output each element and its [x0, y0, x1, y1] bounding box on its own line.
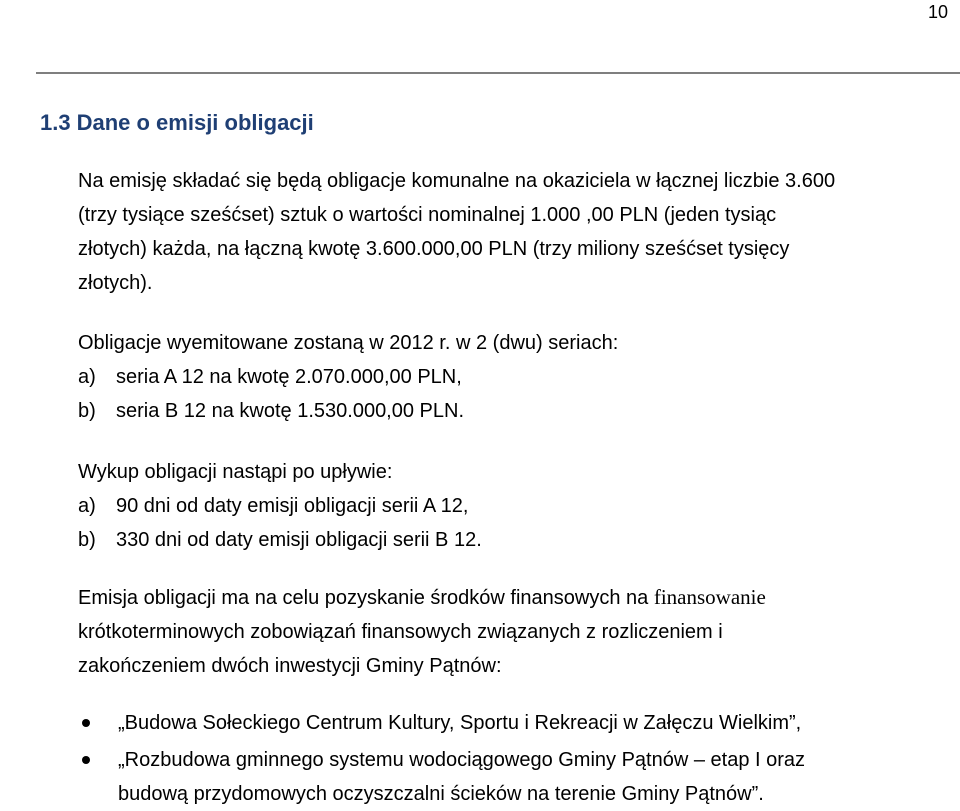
list-item-text: 330 dni od daty emisji obligacji serii B 12. — [116, 529, 482, 551]
paragraph-emission-details — [78, 164, 948, 300]
list-item-series-b — [78, 394, 464, 428]
paragraph-line: krótkoterminowych zobowiązań finansowych związanych z rozliczeniem i — [78, 621, 723, 643]
paragraph-line — [78, 580, 948, 615]
bullet-text: „Rozbudowa gminnego systemu wodociągowego Gminy Pątnów – etap I oraz — [118, 749, 806, 771]
bullet-item-culture-centre — [78, 706, 801, 740]
paragraph-line: zakończeniem dwóch inwestycji Gminy Pątnów: — [78, 655, 502, 677]
section-title: Dane o emisji obligacji — [76, 110, 314, 135]
section-heading — [40, 110, 314, 136]
header-rule — [36, 72, 960, 74]
paragraph-text: Emisja obligacji ma na celu pozyskanie środków finansowych na — [78, 587, 654, 609]
list-marker: a) — [78, 366, 96, 388]
list-item-redemption-b — [78, 523, 482, 557]
paragraph-line: Na emisję składać się będą obligacje komunalne na okaziciela w łącznej liczbie 3.600 — [78, 170, 836, 192]
bullet-icon — [82, 719, 90, 727]
list-item-redemption-a — [78, 489, 468, 523]
bullet-text: „Budowa Sołeckiego Centrum Kultury, Sportu i Rekreacji w Załęczu Wielkim”, — [118, 712, 802, 734]
bullet-text: budową przydomowych oczyszczalni ścieków na terenie Gminy Pątnów”. — [118, 783, 764, 805]
bullet-item-water-system — [78, 743, 805, 811]
paragraph-purpose — [78, 580, 948, 683]
list-marker: a) — [78, 495, 96, 517]
bullet-icon — [82, 756, 90, 764]
list-item-text: seria A 12 na kwotę 2.070.000,00 PLN, — [116, 366, 462, 388]
paragraph-line: złotych). — [78, 272, 153, 294]
paragraph-series-intro: Obligacje wyemitowane zostaną w 2012 r. w 2 (dwu) seriach: — [78, 332, 619, 354]
list-item-series-a — [78, 360, 462, 394]
list-item-text: 90 dni od daty emisji obligacji serii A 12, — [116, 495, 469, 517]
paragraph-text-serif: finansowanie — [653, 585, 766, 609]
section-number: 1.3 — [40, 110, 71, 135]
paragraph-line: złotych) każda, na łączną kwotę 3.600.000,00 PLN (trzy miliony sześćset tysięcy — [78, 238, 790, 260]
list-item-text: seria B 12 na kwotę 1.530.000,00 PLN. — [116, 400, 465, 422]
list-marker: b) — [78, 529, 96, 551]
page-number: 10 — [927, 2, 948, 22]
paragraph-line: (trzy tysiące sześćset) sztuk o wartości nominalnej 1.000 ,00 PLN (jeden tysiąc — [78, 204, 777, 226]
paragraph-redemption-intro: Wykup obligacji nastąpi po upływie: — [78, 461, 393, 483]
list-marker: b) — [78, 400, 96, 422]
